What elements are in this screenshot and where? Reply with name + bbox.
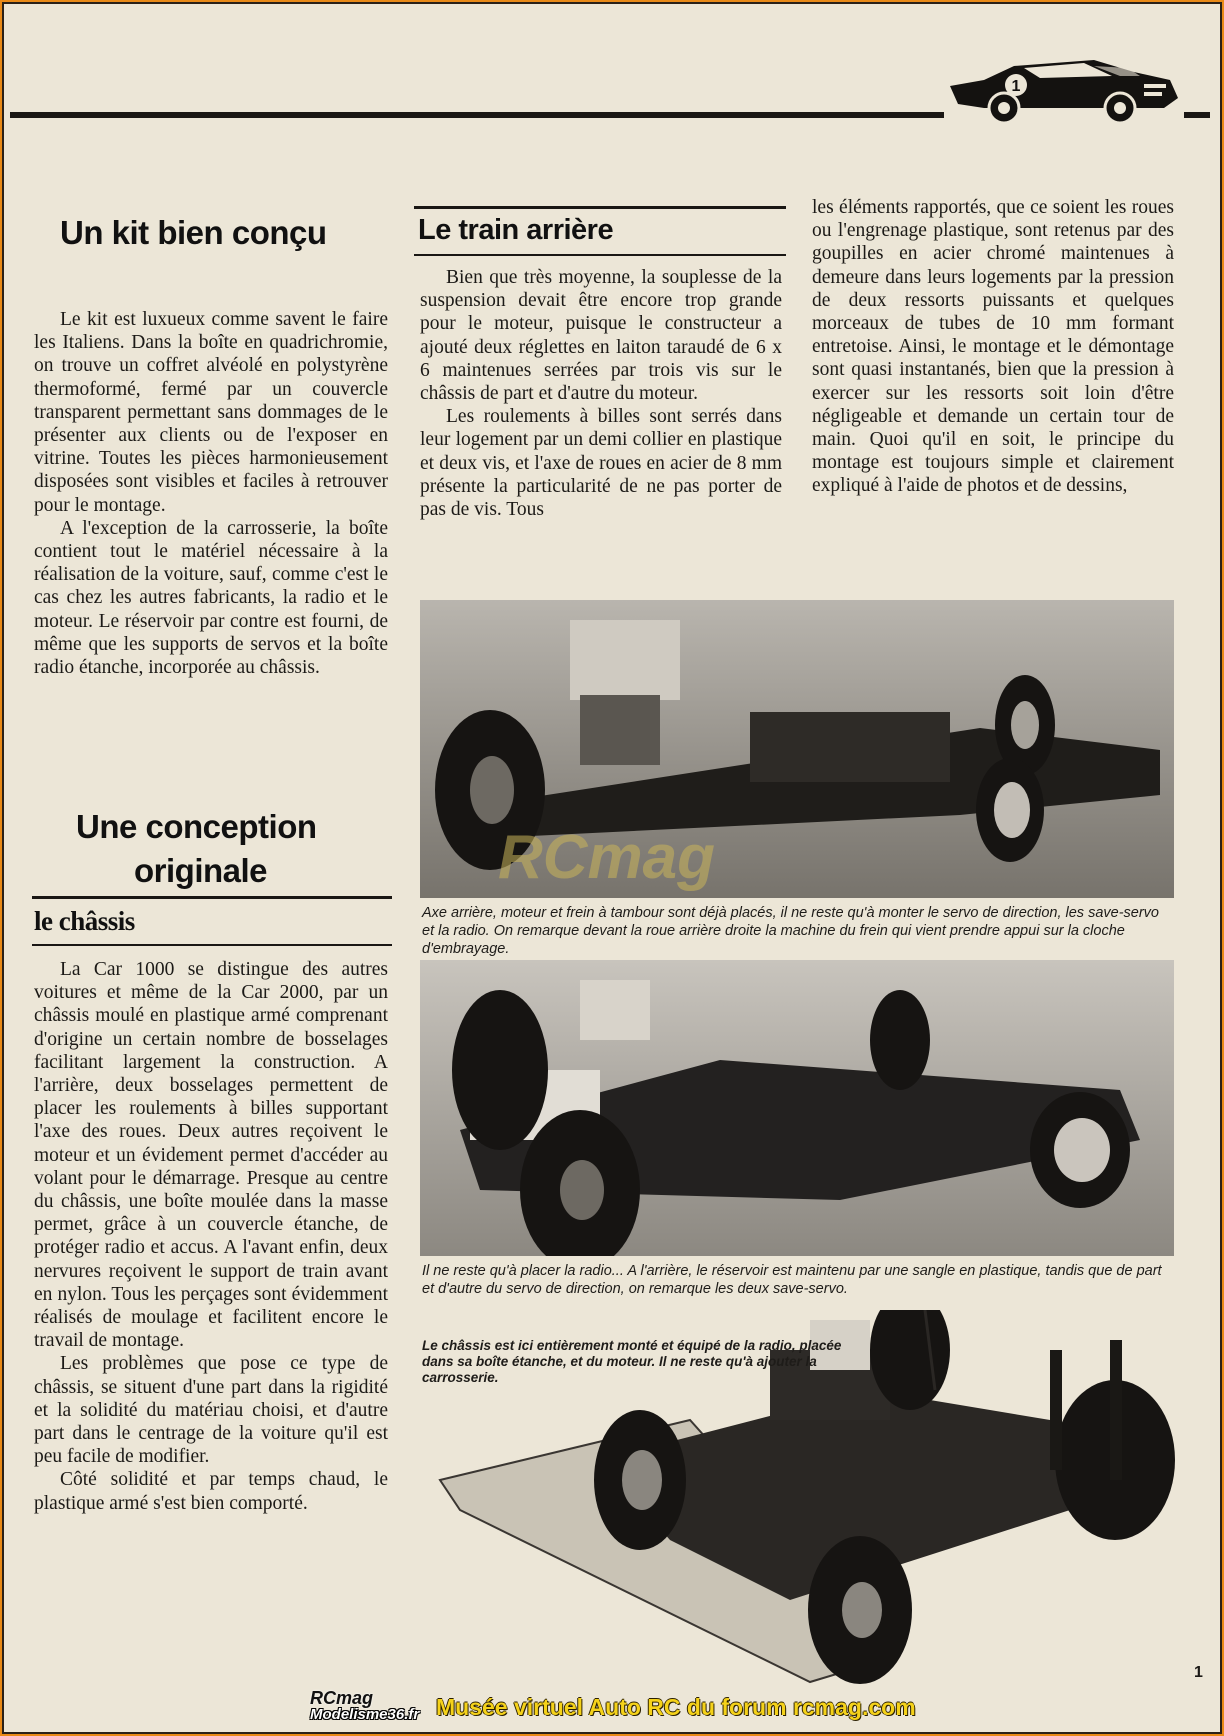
heading-rule-bottom (414, 254, 786, 256)
paragraph: Les problèmes que pose ce type de châssis, se situent d'une part dans la rigidité et la solidité du matériau choisi, et d'autre part dans le centrage de la voiture qu'il est peu facile de modifier. (34, 1353, 388, 1468)
paragraph: La Car 1000 se distingue des autres voitures et même de la Car 2000, par un châssis moulé en plastique armé comprenant d'origine un certain nombre de bosselages facilitant largement la construction. A l'arrière, deux bosselages permettent de placer les roulements à billes supportant l'axe des roues. Deux autres reçoivent le moteur et un évidement permet d'accéder au volant pour le démarrage. Presque au centre du châssis, une boîte moulée dans la masse permet, grâce à un couvercle étanche, de protéger radio et accus. A l'avant enfin, deux nervures reçoivent le support de train avant en nylon. Tous les perçages sont évidemment réalisés de moulage et facilitent encore le travail de montage. (34, 959, 388, 1352)
column-2 (420, 266, 782, 521)
race-car-badge (944, 46, 1184, 126)
photo-chassis-three-quarter (420, 960, 1174, 1256)
heading-rule (32, 896, 392, 899)
column-1-intro (34, 308, 388, 679)
brand-logo (310, 1690, 430, 1723)
paragraph: les éléments rapportés, que ce soient les roues ou l'engrenage plastique, sont retenus par des goupilles en acier chromé maintenues à demeure dans leurs logements par la pression de deux ressorts puissants et quelques morceaux de tubes de 10 mm formant entretoise. Ainsi, le montage et le démontage sont quasi instantanés, bien que la pression à exercer sur les ressorts soit loin d'être négligeable et demande un certain tour de main. Quoi qu'il en soit, le principe du montage est toujours simple et clairement expliqué à l'aide de photos et de dessins, (812, 197, 1174, 497)
paragraph: Bien que très moyenne, la souplesse de la suspension devait être encore trop grande pour le moteur, puisque le constructeur a ajouté deux réglettes en laiton taraudé de 6 x 6 maintenues serrées par trois vis sur le châssis de part et d'autre du moteur. (420, 267, 782, 405)
photo-chassis-three-quarter-image (420, 960, 1174, 1256)
footer-message: Musée virtuel Auto RC du forum rcmag.com (436, 1694, 916, 1720)
paragraph: Les roulements à billes sont serrés dans leur logement par un demi collier en plastique et deux vis, et l'axe de roues en acier de 8 mm présente la particularité de ne pas porter de pas de vis. Tous (420, 406, 782, 521)
page-number: 1 (1194, 1664, 1203, 1681)
caption-photo-3: Le châssis est ici entièrement monté et équipé de la radio, placée dans sa boîte étanche, et du moteur. Il ne reste qu'à ajouter la carrosserie. (422, 1338, 842, 1385)
caption-photo-1: Axe arrière, moteur et frein à tambour sont déjà placés, il ne reste qu'à monter le servo de direction, les save-servo et la radio. On remarque devant la roue arrière droite la machine du frein qui vient prendre appui sur la cloche d'embrayage. (422, 905, 1159, 957)
paragraph: A l'exception de la carrosserie, la boîte contient tout le matériel nécessaire à la réalisation de la voiture, sauf, comme c'est le cas chez les autres fabricants, la radio et le moteur. Le réservoir par contre est fourni, de même que les supports de servos et la boîte radio étanche, incorporée au châssis. (34, 517, 388, 679)
heading-conception-line1: Une conception (76, 808, 317, 845)
brand-logo-line1: RCmag (310, 1688, 374, 1708)
heading-kit: Un kit bien conçu (60, 214, 327, 251)
brand-logo-line2: Modelisme36.fr (310, 1706, 420, 1723)
caption-photo-2: Il ne reste qu'à placer la radio... A l'arrière, le réservoir est maintenu par une sangle en plastique, tandis que de part et d'autre du servo de direction, on remarque les deux save-servo. (422, 1263, 1162, 1297)
paragraph: Le kit est luxueux comme savent le faire les Italiens. Dans la boîte en quadrichromie, on trouve un coffret alvéolé en polystyrène thermoformé, fermé par un couvercle transparent permettant sans dommages de le présenter aux clients ou de l'exposer en vitrine. Toutes les pièces harmonieusement disposées sont visibles et faciles à retrouver pour le montage. (34, 309, 388, 516)
heading-train-arriere: Le train arrière (418, 214, 614, 246)
photo-chassis-side-image (420, 600, 1174, 898)
heading-rule-top (414, 206, 786, 209)
column-3 (812, 196, 1174, 498)
watermark-rcmag: RCmag (498, 823, 716, 892)
column-1-chassis (34, 958, 388, 1515)
subheading-rule (32, 944, 392, 946)
heading-conception-line2: originale (134, 852, 268, 889)
photo-chassis-side (420, 600, 1174, 898)
subheading-chassis: le châssis (34, 906, 135, 936)
paragraph: Côté solidité et par temps chaud, le plastique armé s'est bien comporté. (34, 1469, 388, 1514)
badge-number: 1 (1011, 78, 1021, 95)
